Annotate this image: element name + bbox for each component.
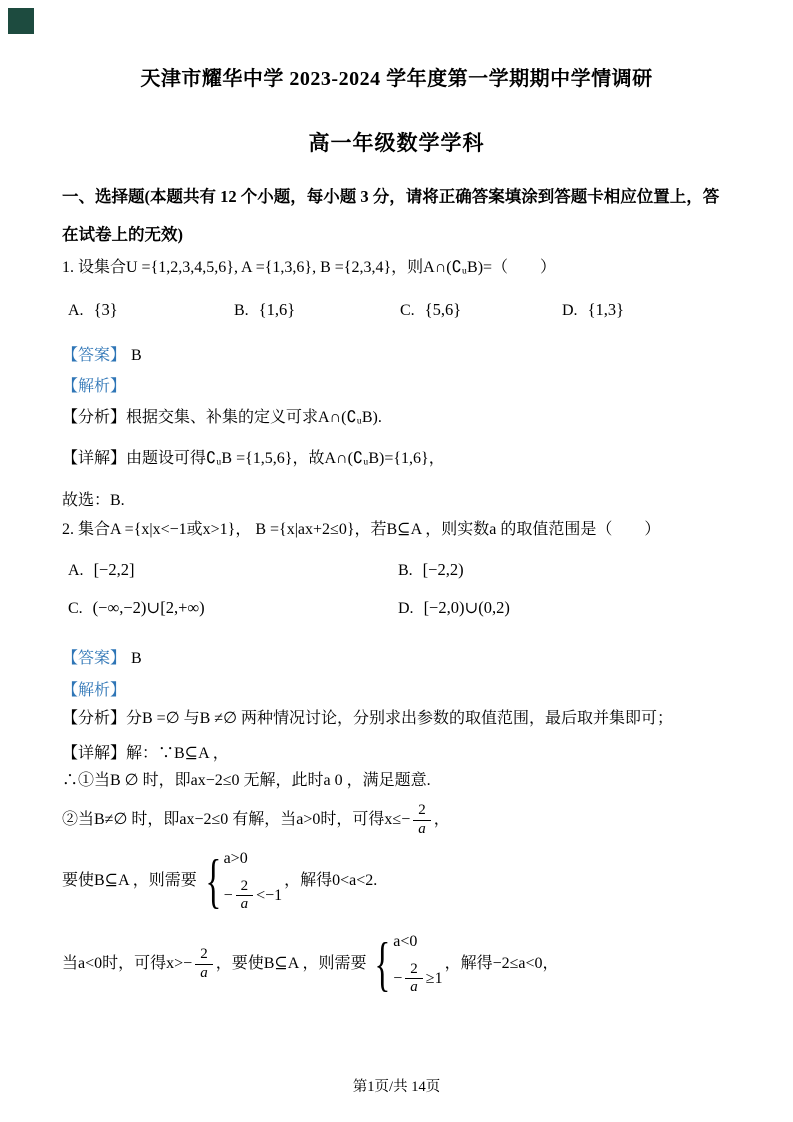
q2-detail-line4 xyxy=(62,843,743,919)
q1-option-c-label: C. xyxy=(400,302,415,319)
q2-analysis-line: 【分析】分B =∅ 与B ≠∅ 两种情况讨论，分别求出参数的取值范围，最后取并集即可； xyxy=(62,710,674,727)
q2-option-a xyxy=(68,560,134,580)
q2-option-c-label: C. xyxy=(68,600,83,617)
exam-title: 天津市耀华中学 2023-2024 学年度第一学期期中学情调研 xyxy=(140,68,653,90)
q2-answer-value: B xyxy=(131,650,142,667)
question-1-stem: 1. 设集合U ={1,2,3,4,5,6}, A ={1,3,6}, B ={2,3,4}，则A∩(∁ᵤB)=（ ） xyxy=(62,259,557,276)
q2-jiexi-text: 【解析】 xyxy=(62,682,127,699)
q1-jiexi-label xyxy=(62,376,743,398)
q2-detail-line5-mid: ，要使B⊆A ，则需要 xyxy=(215,955,367,973)
q1-option-c xyxy=(400,300,461,320)
q2-answer-label: 【答案】 xyxy=(62,650,127,667)
fraction-denominator: a xyxy=(200,964,208,981)
q1-option-b xyxy=(234,300,295,320)
system2-row2-rel: ≥1 xyxy=(425,970,443,987)
q2-option-c xyxy=(68,598,205,618)
system-of-inequalities-1 xyxy=(199,848,282,913)
q2-detail-line3-pre: ②当B≠∅ 时，即ax−2≤0 有解，当a>0时，可得x≤− xyxy=(62,811,411,829)
q2-option-c-value: (−∞,−2)∪[2,+∞) xyxy=(92,598,205,617)
q2-option-d xyxy=(398,598,510,618)
q2-option-d-label: D. xyxy=(398,600,414,617)
q2-jiexi-label xyxy=(62,680,743,702)
q2-detail-line4-post: ，解得0<a<2. xyxy=(284,872,378,890)
fraction-denominator: a xyxy=(418,820,426,837)
q1-option-a xyxy=(68,300,118,320)
q1-option-d-value: {1,3} xyxy=(587,300,625,319)
q1-answer-label: 【答案】 xyxy=(62,347,127,364)
system2-row1: a<0 xyxy=(393,933,418,951)
page-number-footer: 第1页/共 14页 xyxy=(352,1079,441,1095)
q1-option-d-label: D. xyxy=(562,302,578,319)
fraction-numerator: 2 xyxy=(195,946,213,964)
q1-option-b-value: {1,6} xyxy=(258,300,296,319)
q2-answer-line xyxy=(62,648,743,670)
fraction-numerator: 2 xyxy=(236,878,254,896)
corner-mark xyxy=(8,8,34,34)
q1-option-a-label: A. xyxy=(68,302,84,319)
q1-option-c-value: {5,6} xyxy=(424,300,462,319)
fraction-denominator: a xyxy=(410,979,418,996)
q1-option-b-label: B. xyxy=(234,302,249,319)
fraction-2-over-a xyxy=(236,878,254,914)
system1-row2 xyxy=(224,878,283,914)
q2-option-a-value: [−2,2] xyxy=(93,560,135,579)
q2-detail-line3-post: ， xyxy=(433,811,450,829)
system-of-inequalities-2 xyxy=(368,931,442,996)
fraction-numerator: 2 xyxy=(405,961,423,979)
exam-subtitle: 高一年级数学学科 xyxy=(308,131,485,155)
q1-option-a-value: {3} xyxy=(93,300,118,319)
system2-row2-minus: − xyxy=(393,970,403,987)
system1-row2-rel: <−1 xyxy=(256,887,283,904)
q2-detail-line3 xyxy=(62,797,743,843)
q2-option-b-label: B. xyxy=(398,562,413,579)
q1-answer-line xyxy=(62,345,743,367)
q2-detail-line5-post: ，解得−2≤a<0， xyxy=(444,955,559,973)
q2-detail-line5-pre: 当a<0时，可得x>− xyxy=(62,955,193,973)
system1-row2-minus: − xyxy=(223,887,233,904)
system2-row2 xyxy=(393,961,442,997)
fraction-2-over-a xyxy=(195,946,213,982)
fraction-2-over-a xyxy=(405,961,423,997)
q1-analysis-line: 【分析】根据交集、补集的定义可求A∩(∁ᵤB). xyxy=(62,409,382,426)
q1-detail-line: 【详解】由题设可得∁ᵤB ={1,5,6}，故A∩(∁ᵤB)={1,6}， xyxy=(62,450,445,467)
q1-jiexi-text: 【解析】 xyxy=(62,378,127,395)
q1-answer-value: B xyxy=(131,347,142,364)
system1-row1: a>0 xyxy=(223,850,248,868)
left-brace-icon: { xyxy=(374,930,391,997)
q2-option-a-label: A. xyxy=(68,562,84,579)
q2-detail-line5 xyxy=(62,922,743,1006)
section-heading-line1: 一、选择题(本题共有 12 个小题，每小题 3 分，请将正确答案填涂到答题卡相应位置上，答 xyxy=(62,187,720,206)
q1-conclusion-line: 故选：B. xyxy=(62,492,125,509)
q2-detail-line1: 【详解】解：∵B⊆A ， xyxy=(62,745,229,762)
question-2-stem: 2. 集合A ={x|x<−1或x>1}， B ={x|ax+2≤0}，若B⊆A ，则实数a 的取值范围是（ ） xyxy=(62,521,661,538)
section-heading-line2: 在试卷上的无效) xyxy=(62,225,183,244)
q2-option-b xyxy=(398,560,464,580)
q2-detail-line4-pre: 要使B⊆A ，则需要 xyxy=(62,872,197,890)
left-brace-icon: { xyxy=(205,847,222,914)
q1-option-d xyxy=(562,300,624,320)
q2-detail-line2: ∴①当B ∅ 时，即ax−2≤0 无解，此时a 0 ，满足题意. xyxy=(62,772,431,789)
q2-option-b-value: [−2,2) xyxy=(422,560,464,579)
fraction-denominator: a xyxy=(240,896,249,913)
fraction-2-over-a xyxy=(413,802,431,838)
q2-option-d-value: [−2,0)∪(0,2) xyxy=(423,598,510,617)
fraction-numerator: 2 xyxy=(413,802,431,820)
